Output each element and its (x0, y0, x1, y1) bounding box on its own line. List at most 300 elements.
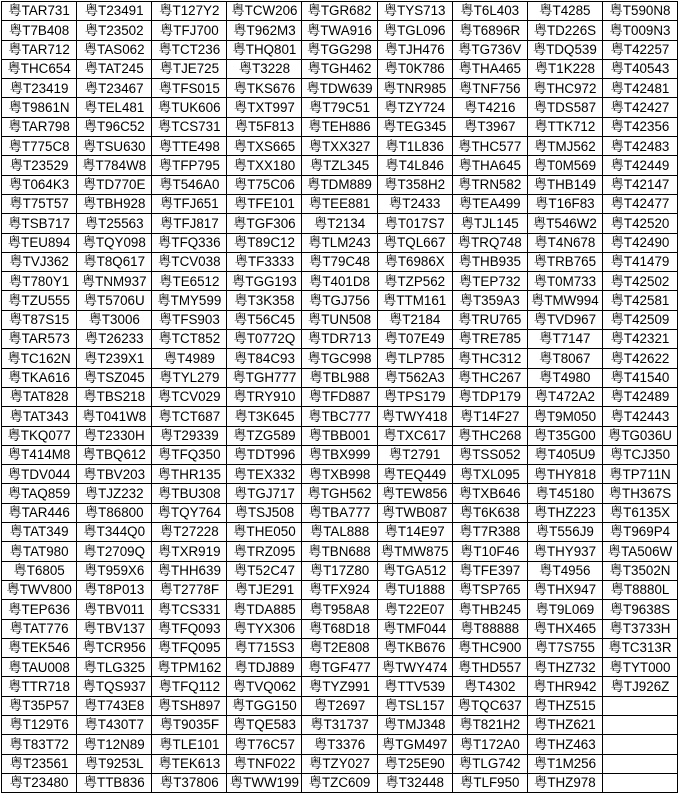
plate-cell: 粤T715S3 (227, 638, 302, 657)
plate-cell: 粤T31737 (302, 715, 377, 734)
plate-cell: 粤TUK606 (152, 98, 227, 117)
plate-cell: 粤T79C51 (302, 98, 377, 117)
table-row (2, 773, 678, 792)
plate-cell: 粤TAR573 (2, 330, 77, 349)
plate-cell: 粤THZ621 (527, 715, 602, 734)
table-row (2, 600, 678, 619)
table-row (2, 580, 678, 599)
plate-cell: 粤T88888 (452, 619, 527, 638)
plate-cell: 粤T401D8 (302, 272, 377, 291)
plate-cell: 粤TDR713 (302, 330, 377, 349)
plate-cell: 粤TCV029 (152, 387, 227, 406)
plate-cell: 粤T172A0 (452, 735, 527, 754)
table-row (2, 214, 678, 233)
plate-cell: 粤TZP562 (377, 272, 452, 291)
plate-cell: 粤T42502 (602, 272, 677, 291)
plate-cell: 粤TLE101 (152, 735, 227, 754)
plate-cell: 粤TJE291 (227, 580, 302, 599)
plate-cell: 粤THB935 (452, 252, 527, 271)
plate-cell: 粤T430T7 (77, 715, 152, 734)
plate-cell: 粤T23529 (2, 156, 77, 175)
plate-cell: 粤TCT852 (152, 330, 227, 349)
plate-cell: 粤TJL145 (452, 214, 527, 233)
plate-cell: 粤T42147 (602, 175, 677, 194)
plate-cell: 粤TBU308 (152, 484, 227, 503)
plate-cell: 粤T8P013 (77, 580, 152, 599)
plate-cell: 粤TTB836 (77, 773, 152, 792)
plate-cell: 粤TLM243 (302, 233, 377, 252)
plate-cell: 粤T546A0 (152, 175, 227, 194)
plate-cell: 粤TBV137 (77, 619, 152, 638)
plate-cell: 粤T0M733 (527, 272, 602, 291)
plate-cell: 粤T41479 (602, 252, 677, 271)
plate-cell: 粤T358H2 (377, 175, 452, 194)
table-row (2, 137, 678, 156)
plate-cell: 粤TEQ449 (377, 465, 452, 484)
plate-cell: 粤TDP179 (452, 387, 527, 406)
plate-cell: 粤TGA512 (377, 561, 452, 580)
plate-cell: 粤TFJ700 (152, 21, 227, 40)
plate-cell: 粤TFX924 (302, 580, 377, 599)
table-row (2, 426, 678, 445)
plate-cell: 粤TWW199 (227, 773, 302, 792)
plate-cell: 粤T9L069 (527, 600, 602, 619)
plate-cell: 粤T42481 (602, 79, 677, 98)
plate-cell: 粤T0772Q (227, 330, 302, 349)
plate-cell: 粤T4N678 (527, 233, 602, 252)
plate-cell: 粤TPS179 (377, 387, 452, 406)
plate-cell: 粤TFQ095 (152, 638, 227, 657)
plate-cell: 粤TGJ756 (302, 291, 377, 310)
plate-cell: 粤TBS218 (77, 387, 152, 406)
plate-cell: 粤TQS937 (77, 677, 152, 696)
plate-cell: 粤TBV011 (77, 600, 152, 619)
table-row (2, 523, 678, 542)
plate-cell: 粤TDS587 (527, 98, 602, 117)
plate-cell: 粤TKQ077 (2, 426, 77, 445)
plate-cell: 粤T23561 (2, 754, 77, 773)
table-row (2, 658, 678, 677)
plate-cell: 粤T68D18 (302, 619, 377, 638)
plate-cell: 粤TAT343 (2, 407, 77, 426)
plate-cell: 粤T556J9 (527, 523, 602, 542)
plate-cell: 粤T2778F (152, 580, 227, 599)
plate-cell: 粤T26233 (77, 330, 152, 349)
plate-cell: 粤TEH886 (302, 117, 377, 136)
plate-cell: 粤TG736V (452, 40, 527, 59)
table-row (2, 619, 678, 638)
plate-cell: 粤TWB087 (377, 503, 452, 522)
table-row (2, 252, 678, 271)
plate-cell: 粤TGJ717 (227, 484, 302, 503)
plate-cell: 粤TXB646 (452, 484, 527, 503)
plate-cell: 粤T743E8 (77, 696, 152, 715)
plate-cell (602, 715, 677, 734)
plate-cell: 粤TDV044 (2, 465, 77, 484)
plate-cell: 粤T42622 (602, 349, 677, 368)
plate-cell: 粤THC900 (452, 638, 527, 657)
plate-cell: 粤TMY599 (152, 291, 227, 310)
plate-cell: 粤TRY910 (227, 387, 302, 406)
plate-cell: 粤TAQ859 (2, 484, 77, 503)
plate-cell: 粤TQL667 (377, 233, 452, 252)
plate-cell: 粤T42449 (602, 156, 677, 175)
plate-cell: 粤TD770E (77, 175, 152, 194)
plate-cell: 粤T14E97 (377, 523, 452, 542)
plate-cell: 粤TYT000 (602, 658, 677, 677)
plate-cell: 粤TKA616 (2, 368, 77, 387)
plate-cell: 粤TFQ093 (152, 619, 227, 638)
plate-cell: 粤TEK613 (152, 754, 227, 773)
plate-cell: 粤THY937 (527, 542, 602, 561)
plate-cell: 粤TAT776 (2, 619, 77, 638)
plate-cell: 粤T472A2 (527, 387, 602, 406)
plate-cell: 粤THB245 (452, 600, 527, 619)
plate-cell: 粤T16F83 (527, 194, 602, 213)
plate-cell: 粤THZ463 (527, 735, 602, 754)
plate-cell: 粤T9035F (152, 715, 227, 734)
table-row (2, 445, 678, 464)
plate-cell: 粤T0K786 (377, 59, 452, 78)
plate-cell: 粤TEA499 (452, 194, 527, 213)
plate-cell: 粤T86800 (77, 503, 152, 522)
plate-cell: 粤TFQ336 (152, 233, 227, 252)
plate-cell: 粤TQE583 (227, 715, 302, 734)
plate-cell: 粤TNF022 (227, 754, 302, 773)
plate-cell: 粤TGH562 (302, 484, 377, 503)
plate-cell: 粤T6986X (377, 252, 452, 271)
plate-cell: 粤TEU894 (2, 233, 77, 252)
plate-cell: 粤TGC998 (302, 349, 377, 368)
plate-cell: 粤TWA916 (302, 21, 377, 40)
plate-cell: 粤T969P4 (602, 523, 677, 542)
plate-cell: 粤TEL481 (77, 98, 152, 117)
plate-cell: 粤T3733H (602, 619, 677, 638)
plate-cell: 粤T79C48 (302, 252, 377, 271)
plate-cell: 粤T89C12 (227, 233, 302, 252)
plate-cell: 粤T6805 (2, 561, 77, 580)
plate-cell: 粤T414M8 (2, 445, 77, 464)
plate-cell: 粤T780Y1 (2, 272, 77, 291)
plate-cell: 粤THB149 (527, 175, 602, 194)
plate-cell: 粤TAU008 (2, 658, 77, 677)
plate-cell: 粤T27228 (152, 523, 227, 542)
plate-cell: 粤TCR956 (77, 638, 152, 657)
plate-cell: 粤T546W2 (527, 214, 602, 233)
plate-cell: 粤T96C52 (77, 117, 152, 136)
plate-cell: 粤TVQ062 (227, 677, 302, 696)
plate-cell: 粤T84C93 (227, 349, 302, 368)
table-row (2, 735, 678, 754)
plate-cell: 粤T3K645 (227, 407, 302, 426)
plate-cell: 粤TSL157 (377, 696, 452, 715)
plate-cell: 粤TFS903 (152, 310, 227, 329)
plate-cell: 粤T017S7 (377, 214, 452, 233)
plate-cell: 粤TGM497 (377, 735, 452, 754)
plate-cell: 粤TAR798 (2, 117, 77, 136)
plate-cell: 粤TTK712 (527, 117, 602, 136)
plate-cell: 粤TFE101 (227, 194, 302, 213)
plate-cell: 粤TTR718 (2, 677, 77, 696)
plate-cell: 粤T4980 (527, 368, 602, 387)
table-row (2, 330, 678, 349)
plate-cell: 粤TFQ112 (152, 677, 227, 696)
plate-cell: 粤T2330H (77, 426, 152, 445)
plate-cell: 粤TGR682 (302, 2, 377, 21)
table-row (2, 40, 678, 59)
plate-cell: 粤TF3333 (227, 252, 302, 271)
plate-cell: 粤T37806 (152, 773, 227, 792)
plate-cell: 粤TDJ889 (227, 658, 302, 677)
plate-cell: 粤T25563 (77, 214, 152, 233)
plate-cell: 粤TZU555 (2, 291, 77, 310)
plate-cell: 粤THD557 (452, 658, 527, 677)
table-row (2, 233, 678, 252)
plate-cell: 粤T775C8 (2, 137, 77, 156)
plate-cell: 粤T42477 (602, 194, 677, 213)
table-row (2, 349, 678, 368)
plate-cell: 粤TKS676 (227, 79, 302, 98)
plate-cell: 粤TBN688 (302, 542, 377, 561)
plate-cell: 粤TAT980 (2, 542, 77, 561)
plate-cell: 粤TQY098 (77, 233, 152, 252)
plate-cell: 粤TEP732 (452, 272, 527, 291)
plate-cell: 粤T009N3 (602, 21, 677, 40)
plate-cell: 粤TCT236 (152, 40, 227, 59)
plate-cell: 粤TKB676 (377, 638, 452, 657)
plate-cell: 粤T344Q0 (77, 523, 152, 542)
plate-cell: 粤TXR919 (152, 542, 227, 561)
plate-cell: 粤T42443 (602, 407, 677, 426)
plate-cell: 粤THA645 (452, 156, 527, 175)
plate-cell: 粤TRU765 (452, 310, 527, 329)
table-row (2, 291, 678, 310)
plate-cell: 粤TTM161 (377, 291, 452, 310)
plate-cell: 粤T821H2 (452, 715, 527, 734)
plate-cell: 粤T42509 (602, 310, 677, 329)
plate-cell: 粤T87S15 (2, 310, 77, 329)
plate-cell: 粤TCJ350 (602, 445, 677, 464)
plate-cell: 粤TWY474 (377, 658, 452, 677)
plate-cell: 粤T42427 (602, 98, 677, 117)
plate-cell: 粤T23480 (2, 773, 77, 792)
table-row (2, 194, 678, 213)
plate-cell: 粤T56C45 (227, 310, 302, 329)
plate-cell: 粤T76C57 (227, 735, 302, 754)
plate-cell: 粤T8880L (602, 580, 677, 599)
plate-cell: 粤TXC617 (377, 426, 452, 445)
plate-cell: 粤TWV800 (2, 580, 77, 599)
plate-cell: 粤TEG345 (377, 117, 452, 136)
plate-cell: 粤TBH928 (77, 194, 152, 213)
plate-cell: 粤T064K3 (2, 175, 77, 194)
plate-cell: 粤T8067 (527, 349, 602, 368)
plate-cell: 粤TDM889 (302, 175, 377, 194)
table-row (2, 175, 678, 194)
plate-cell: 粤T42490 (602, 233, 677, 252)
plate-cell: 粤TRE785 (452, 330, 527, 349)
table-row (2, 677, 678, 696)
plate-cell: 粤THZ223 (527, 503, 602, 522)
table-row (2, 407, 678, 426)
plate-cell: 粤TBV203 (77, 465, 152, 484)
plate-cell: 粤TSS052 (452, 445, 527, 464)
plate-cell: 粤TFJ651 (152, 194, 227, 213)
plate-cell: 粤TAT245 (77, 59, 152, 78)
plate-cell (602, 696, 677, 715)
plate-cell: 粤TBB001 (302, 426, 377, 445)
plate-cell: 粤TXT997 (227, 98, 302, 117)
plate-cell: 粤THC267 (452, 368, 527, 387)
plate-cell: 粤TA506W (602, 542, 677, 561)
plate-cell: 粤T23467 (77, 79, 152, 98)
plate-cell: 粤TYZ991 (302, 677, 377, 696)
plate-cell: 粤TAS062 (77, 40, 152, 59)
plate-cell: 粤TRN582 (452, 175, 527, 194)
plate-cell: 粤TAR731 (2, 2, 77, 21)
plate-cell: 粤T40543 (602, 59, 677, 78)
plate-cell: 粤TUN508 (302, 310, 377, 329)
plate-cell: 粤T6135X (602, 503, 677, 522)
plate-table-body (2, 2, 678, 793)
plate-cell: 粤T590N8 (602, 2, 677, 21)
plate-cell: 粤T41540 (602, 368, 677, 387)
plate-cell: 粤THE050 (227, 523, 302, 542)
plate-cell: 粤T3228 (227, 59, 302, 78)
plate-cell: 粤T35G00 (527, 426, 602, 445)
plate-cell: 粤THA465 (452, 59, 527, 78)
plate-cell: 粤TCV038 (152, 252, 227, 271)
plate-cell: 粤T958A8 (302, 600, 377, 619)
plate-cell: 粤TSH897 (152, 696, 227, 715)
plate-cell: 粤T6K638 (452, 503, 527, 522)
plate-cell: 粤TZG589 (227, 426, 302, 445)
plate-cell: 粤TSB717 (2, 214, 77, 233)
plate-cell: 粤T5F813 (227, 117, 302, 136)
table-row (2, 2, 678, 21)
plate-cell: 粤T23419 (2, 79, 77, 98)
plate-cell: 粤TAR446 (2, 503, 77, 522)
plate-cell: 粤T42257 (602, 40, 677, 59)
plate-cell: 粤TG036U (602, 426, 677, 445)
plate-cell: 粤T75T57 (2, 194, 77, 213)
plate-cell: 粤TXL095 (452, 465, 527, 484)
plate-cell: 粤TFP795 (152, 156, 227, 175)
plate-cell: 粤T127Y2 (152, 2, 227, 21)
plate-cell: 粤TWY418 (377, 407, 452, 426)
plate-cell: 粤T2709Q (77, 542, 152, 561)
plate-cell (602, 735, 677, 754)
plate-cell: 粤TGG193 (227, 272, 302, 291)
plate-cell: 粤T2E808 (302, 638, 377, 657)
plate-cell: 粤T359A3 (452, 291, 527, 310)
plate-cell: 粤T07E49 (377, 330, 452, 349)
plate-cell: 粤T129T6 (2, 715, 77, 734)
plate-cell: 粤TTE498 (152, 137, 227, 156)
plate-cell: 粤T10F46 (452, 542, 527, 561)
plate-cell: 粤TGH462 (302, 59, 377, 78)
plate-cell: 粤THY818 (527, 465, 602, 484)
plate-cell: 粤TFS015 (152, 79, 227, 98)
table-row (2, 310, 678, 329)
plate-cell: 粤T9M050 (527, 407, 602, 426)
plate-cell: 粤TMW875 (377, 542, 452, 561)
plate-cell: 粤TCS331 (152, 600, 227, 619)
plate-cell: 粤THC654 (2, 59, 77, 78)
plate-cell: 粤T23502 (77, 21, 152, 40)
table-row (2, 484, 678, 503)
plate-cell: 粤TNF756 (452, 79, 527, 98)
plate-cell: 粤T23491 (77, 2, 152, 21)
plate-cell: 粤THC972 (527, 79, 602, 98)
plate-cell: 粤TTV539 (377, 677, 452, 696)
plate-cell: 粤T1L836 (377, 137, 452, 156)
table-row (2, 368, 678, 387)
plate-cell: 粤T3967 (452, 117, 527, 136)
plate-cell: 粤TE6512 (152, 272, 227, 291)
plate-cell: 粤TGG150 (227, 696, 302, 715)
plate-cell: 粤THQ801 (227, 40, 302, 59)
plate-cell: 粤TDA885 (227, 600, 302, 619)
plate-cell: 粤TP711N (602, 465, 677, 484)
plate-cell: 粤TGH777 (227, 368, 302, 387)
plate-cell: 粤TXX180 (227, 156, 302, 175)
plate-cell: 粤T7S755 (527, 638, 602, 657)
plate-cell: 粤TJZ232 (77, 484, 152, 503)
plate-cell (602, 773, 677, 792)
plate-cell: 粤T6896R (452, 21, 527, 40)
plate-cell: 粤TZY724 (377, 98, 452, 117)
plate-cell: 粤TFJ817 (152, 214, 227, 233)
plate-cell: 粤T959X6 (77, 561, 152, 580)
plate-cell: 粤T42483 (602, 137, 677, 156)
plate-cell: 粤TJ926Z (602, 677, 677, 696)
table-row (2, 542, 678, 561)
plate-cell: 粤T6L403 (452, 2, 527, 21)
plate-cell: 粤TSU630 (77, 137, 152, 156)
plate-cell: 粤T42581 (602, 291, 677, 310)
plate-cell: 粤TC162N (2, 349, 77, 368)
plate-cell: 粤T784W8 (77, 156, 152, 175)
plate-cell: 粤TSJ508 (227, 503, 302, 522)
plate-cell: 粤T962M3 (227, 21, 302, 40)
plate-cell: 粤TBA777 (302, 503, 377, 522)
plate-cell: 粤TEX332 (227, 465, 302, 484)
plate-cell: 粤TZC609 (302, 773, 377, 792)
plate-cell: 粤T4L846 (377, 156, 452, 175)
plate-cell: 粤T562A3 (377, 368, 452, 387)
plate-cell: 粤TSZ045 (77, 368, 152, 387)
plate-cell: 粤TCT687 (152, 407, 227, 426)
plate-cell: 粤T83T72 (2, 735, 77, 754)
plate-cell: 粤TAT349 (2, 523, 77, 542)
plate-cell: 粤TFD887 (302, 387, 377, 406)
plate-cell: 粤TZY027 (302, 754, 377, 773)
plate-cell: 粤TEE881 (302, 194, 377, 213)
plate-cell: 粤T12N89 (77, 735, 152, 754)
plate-cell: 粤THZ978 (527, 773, 602, 792)
plate-cell: 粤TJH476 (377, 40, 452, 59)
plate-cell: 粤T7B408 (2, 21, 77, 40)
plate-cell: 粤TEP636 (2, 600, 77, 619)
plate-cell: 粤TCS731 (152, 117, 227, 136)
plate-cell: 粤TEW856 (377, 484, 452, 503)
plate-cell: 粤THZ515 (527, 696, 602, 715)
plate-cell: 粤T8Q617 (77, 252, 152, 271)
plate-cell: 粤TZL345 (302, 156, 377, 175)
plate-cell: 粤TMW994 (527, 291, 602, 310)
plate-cell: 粤TXB998 (302, 465, 377, 484)
